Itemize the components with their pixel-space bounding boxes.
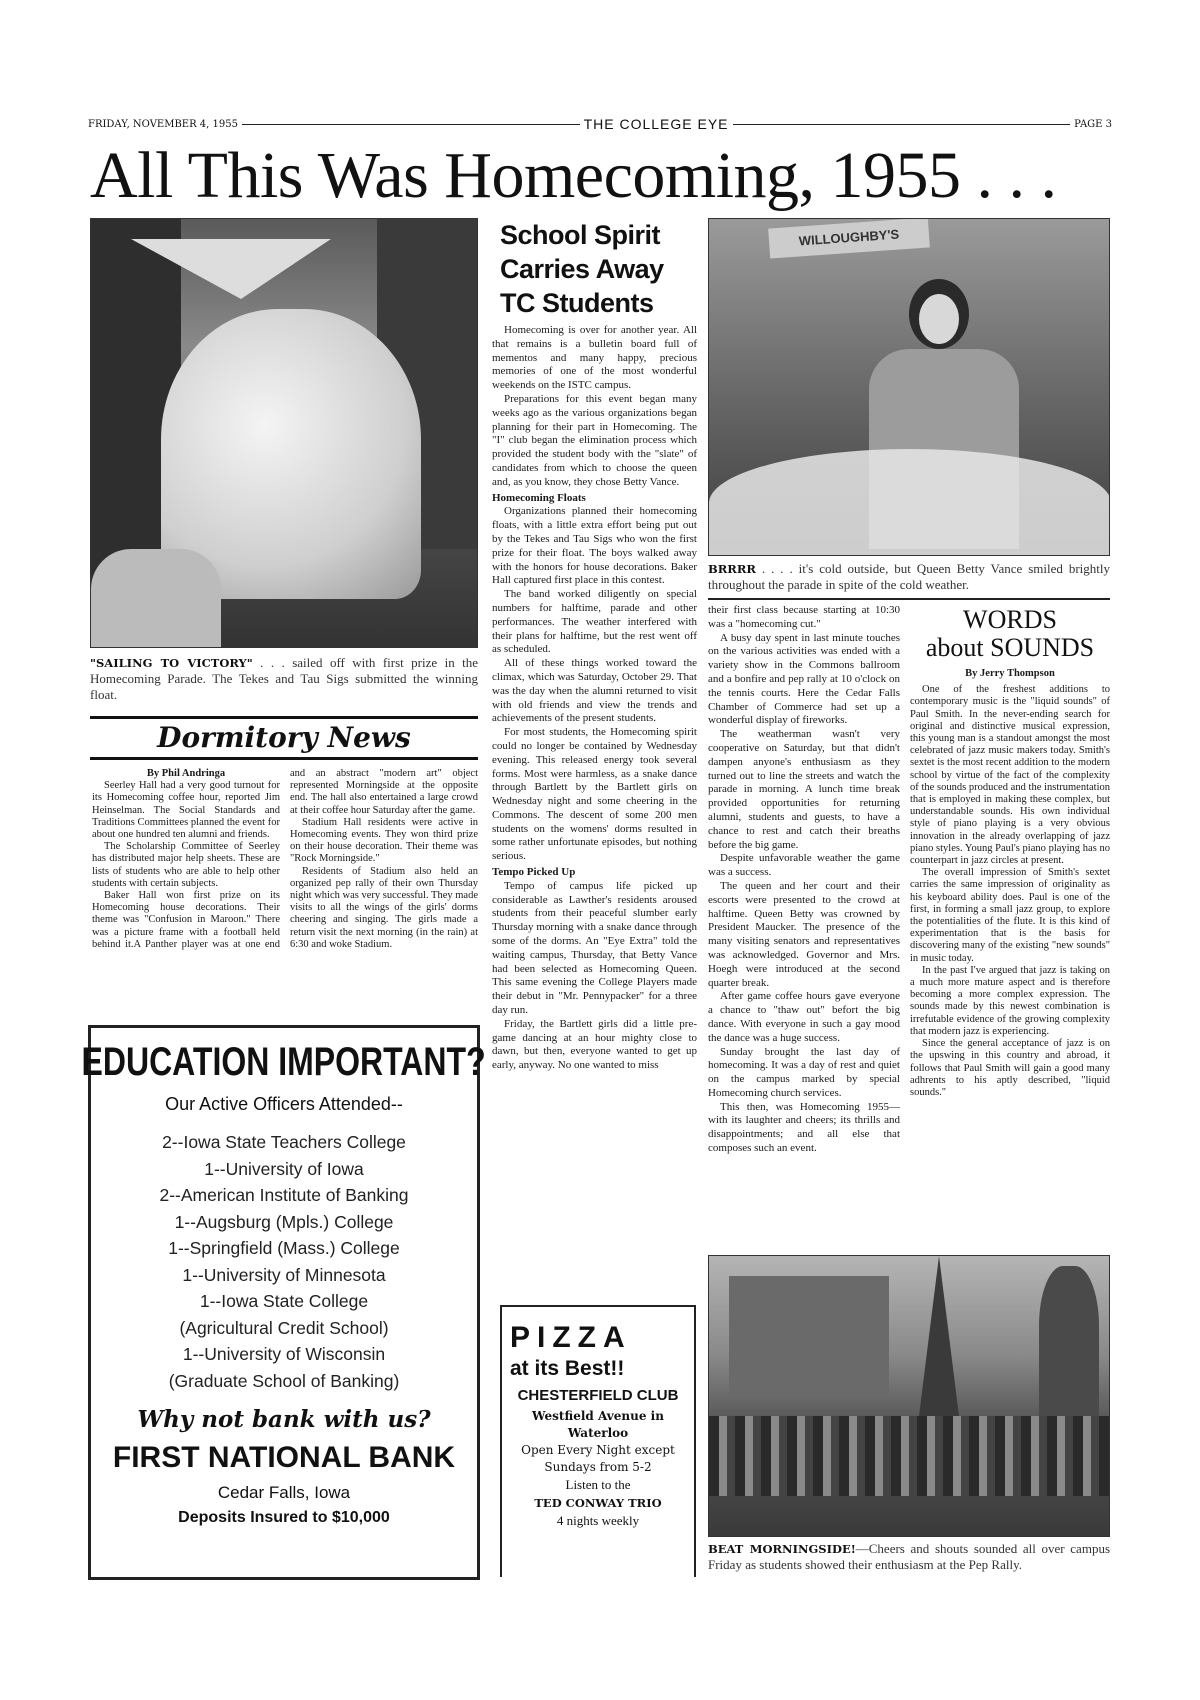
paragraph: Homecoming is over for another year. All that remains is a bulletin board full of mementos and many happy, precious memories of one of the most wonderful weekends on the ISTC campus.	[492, 324, 697, 392]
ad-band: TED CONWAY TRIO	[534, 1496, 662, 1510]
queen-photo-caption	[708, 561, 1110, 593]
ad-intro: Our Active Officers Attended--	[165, 1094, 403, 1114]
ad-hours-2: Sundays from 5-2	[544, 1460, 652, 1474]
ad-hours: Open Every Night except	[521, 1443, 675, 1457]
sign-text: WILLOUGHBY'S	[798, 226, 900, 249]
paragraph: Seerley Hall had a very good turnout for its Homecoming coffee hour, reported Jim Heinselman. The Social Standards and Traditions Committees planned the event for about one hundred ten alumni and friends.	[92, 780, 280, 841]
paragraph: Residents of Stadium also held an organized pep rally of their own Thursday night which was very successful. They made visits to all the wings of the girls' dorms cheering and singing. The girls made a return visit the next morning (in the rain) at 6:30 and woke Stadium.	[290, 865, 478, 950]
ad-best: at its Best!!	[510, 1357, 625, 1380]
deposit-note: Deposits Insured to $10,000	[178, 1509, 390, 1526]
sounds-title	[910, 606, 1110, 662]
caption-lead: "SAILING TO VICTORY"	[90, 656, 253, 670]
bank-ad	[81, 1025, 487, 1580]
title-line: Carries Away	[500, 254, 664, 284]
school-item: (Agricultural Credit School)	[179, 1317, 389, 1338]
paragraph: Despite unfavorable weather the game was a success.	[708, 852, 900, 879]
paragraph: For most students, the Homecoming spirit could no longer be contained by Wednesday evening. This released energy took several forms. Most were harmless, as a snake dance through Bartlett by the Bartlett girls on Wednesday night and some cheering in the Commons. The descent of some 200 men students on the womens' dorms resulted in some rather unfortunate episodes, but nothing serious.	[492, 726, 697, 863]
page-number: PAGE 3	[1074, 118, 1113, 130]
paragraph: Friday, the Bartlett girls did a little pre-game dancing at an hour mighty close to dawn, but then, everyone wanted to get up early, anyway. No one wanted to miss	[492, 1017, 697, 1072]
paragraph: After game coffee hours gave everyone a chance to "thaw out" befort the big dance. With everyone in such a gay mood the dance was a huge success.	[708, 990, 900, 1044]
school-item: 1--Augsburg (Mpls.) College	[174, 1211, 394, 1232]
school-item: 1--University of Minnesota	[182, 1264, 386, 1285]
paragraph: Organizations planned their homecoming floats, with a little extra effort being put out by the Tekes and Tau Sigs who won the first prize for their float. The boys walked away with the honors for house decorations. Baker Hall captured first place in this contest.	[492, 505, 697, 587]
school-item: 1--University of Wisconsin	[182, 1344, 386, 1364]
spirit-article-body	[492, 324, 697, 1073]
paragraph: Baker Hall won first prize on its Homecoming house decorations. Their theme was "Confusion in Maroon." There was a picture frame with a football held behind it.A Panther player was at one end and an abstract "modern art" object represented Morningside at the opposite end. The hall also entertained a large crowd at their coffee hour Saturday after the game.	[92, 768, 478, 950]
rally-photo	[708, 1255, 1110, 1537]
paragraph: All of these things worked toward the climax, which was Saturday, October 29. That was the day when the alumni returned to visit with old friends and view the trends and achievements of the present students.	[492, 657, 697, 725]
subhead: Homecoming Floats	[492, 491, 586, 504]
caption-lead: BEAT MORNINGSIDE!	[708, 1542, 856, 1556]
paragraph: A busy day spent in last minute touches on the various activities was ended with a variety show in the Commons ballroom and a bonfire and pep rally at 10 o'clock on the tennis courts. Here the Cedar Falls Chamber of Commerce had set up a wonderful display of fireworks.	[708, 631, 900, 727]
ad-club: CHESTERFIELD CLUB	[517, 1387, 679, 1404]
paragraph: The queen and her court and their escorts were presented to the crowd at halftime. Queen Betty was crowned by President Maucker. The presence of the many visiting senators and representatives was acknowledged. Governor and Mrs. Hoegh were introduced at the second quarter break.	[708, 879, 900, 989]
dorm-news-columns	[92, 768, 478, 951]
store-sign	[768, 218, 930, 259]
issue-date: FRIDAY, NOVEMBER 4, 1955	[88, 118, 238, 130]
byline: By Phil Andringa	[146, 768, 226, 779]
caption-text: . . . . it's cold outside, but Queen Betty Vance smiled brightly throughout the parade in spite of the cold weather.	[708, 561, 1110, 592]
bank-name: FIRST NATIONAL BANK	[112, 1441, 456, 1474]
float-photo	[90, 218, 478, 648]
paragraph: Sunday brought the last day of homecoming. It was a day of rest and quiet on the campus marked by special Homecoming church services.	[708, 1045, 900, 1099]
school-item: 2--Iowa State Teachers College	[162, 1132, 406, 1152]
paragraph: The Scholarship Committee of Seerley has distributed major help sheets. These are lists of students who are able to help other students with certain subjects.	[92, 841, 280, 889]
paragraph: This then, was Homecoming 1955—with its laughter and cheers; its thrills and disappointments; and all else that composes such an event.	[708, 1100, 900, 1155]
byline: By Jerry Thompson	[965, 668, 1055, 679]
paragraph: Preparations for this event began many weeks ago as the various organizations began planning for their part in Homecoming. The "I" club began the elimination process which provided the student body with the "slate" of candidates from which to choose the queen and, as you know, they chose Betty Vance.	[492, 392, 697, 488]
school-item: 1--Springfield (Mass.) College	[168, 1238, 400, 1258]
masthead	[88, 116, 1112, 132]
school-list	[91, 1129, 477, 1394]
divider	[242, 124, 580, 125]
dorm-news-title: Dormitory News	[157, 721, 411, 754]
float-photo-caption	[90, 655, 478, 703]
dorm-news-banner	[90, 716, 478, 760]
school-item: 1--University of Iowa	[204, 1158, 364, 1179]
bank-city: Cedar Falls, Iowa	[217, 1483, 351, 1502]
paragraph: Since the general acceptance of jazz is on the upswing in this country and abroad, it follows that Paul Smith will gain a good many adhrents to his aptly described, "liquid sounds."	[910, 1038, 1110, 1098]
title-line: about SOUNDS	[925, 633, 1095, 662]
title-line: WORDS	[963, 605, 1057, 634]
paragraph: Tempo of campus life picked up considerable as Lawther's residents aroused students from their peaceful slumber early Thursday morning with a snake dance through some of the dorms. An "Eye Extra" told the waiting campus, Thursday, that Betty Vance had been selected as Homecoming Queen. This same evening the College Players made their debut in "Mr. Pennypacker" for a three day run.	[492, 879, 697, 1017]
paragraph: The weatherman wasn't very cooperative on Saturday, but that didn't dampen anyone's enthusiasm as they turned out to line the streets and watch the parade in morning. A lunch time break provided opportunities for returning alumni, students and guests, to have a chance to rest and catch their breaths before the big game.	[708, 728, 900, 851]
paragraph: The band worked diligently on special numbers for halftime, parade and other performances. The weather interfered with their plans for halftime, but the rest went off as scheduled.	[492, 588, 697, 656]
rally-photo-caption	[708, 1541, 1110, 1573]
caption-text: —Cheers and shouts sounded all over campus Friday as students showed their enthusiasm at the Pep Rally.	[708, 1541, 1111, 1572]
ad-nights: 4 nights weekly	[556, 1513, 640, 1528]
paragraph: Stadium Hall residents were active in Homecoming events. They won third prize on their house decoration. Their theme was "Rock Morningside."	[290, 816, 478, 865]
spirit-article-title	[500, 218, 700, 320]
sounds-article	[910, 668, 1110, 1099]
ad-slogan: Why not bank with us?	[137, 1406, 431, 1433]
spirit-article-continued	[708, 604, 900, 1156]
paragraph: One of the freshest additions to contemporary music is the "liquid sounds" of Paul Smith. In the never-ending search for original and distinctive musical expression, this young man is a standout amongst the most celebrated of jazz music makers today. Smith's sextet is the most recent addition to the modern school by virtue of the fact of the complexity of the sounds produced and the instrumentation that is employed in making these complex, but understandable sounds. His own individual style of piano playing is a very obvious innovation in the already overlapping of jazz piano styles. Young Paul's piano playing has no counterpart in jazz circles at present.	[910, 684, 1110, 867]
ad-pizza: PIZZA	[510, 1321, 632, 1354]
subhead: Tempo Picked Up	[492, 866, 576, 879]
paragraph: their first class because starting at 10:30 was a "homecoming cut."	[708, 604, 900, 630]
title-line: TC Students	[500, 288, 654, 318]
caption-text: . . . sailed off with first prize in the Homecoming Parade. The Tekes and Tau Sigs submitted the winning float.	[90, 655, 478, 702]
pizza-ad	[500, 1305, 696, 1577]
page-headline: All This Was Homecoming, 1955 . . .	[90, 139, 1057, 212]
school-item: 2--American Institute of Banking	[159, 1185, 409, 1205]
paper-name: THE COLLEGE EYE	[583, 116, 729, 132]
school-item: 1--Iowa State College	[199, 1291, 369, 1311]
school-item: (Graduate School of Banking)	[168, 1370, 400, 1391]
queen-photo	[708, 218, 1110, 556]
paragraph: In the past I've argued that jazz is taking on a much more mature aspect and is therefore becoming a more complex expression. The sounds made by this newest combination is irrefutable evidence of the growing complexity that modern jazz is experiencing.	[910, 964, 1110, 1037]
ad-title: EDUCATION IMPORTANT?	[81, 1039, 487, 1084]
ad-listen: Listen to the	[565, 1477, 631, 1492]
ad-city: Waterloo	[567, 1426, 629, 1440]
ad-address: Westfield Avenue in	[532, 1409, 664, 1423]
divider	[733, 124, 1071, 125]
title-line: School Spirit	[500, 220, 661, 250]
paragraph: The overall impression of Smith's sextet carries the same impression of originality as his keyboard ability does. Paul is one of the first, in forming a small jazz group, to explore the potentialities of the flute. It is this kind of experimentation that is the basis for discovering many of the existing "new sounds" in music today.	[910, 867, 1110, 964]
caption-lead: BRRRR	[708, 562, 756, 576]
divider	[708, 598, 1110, 600]
